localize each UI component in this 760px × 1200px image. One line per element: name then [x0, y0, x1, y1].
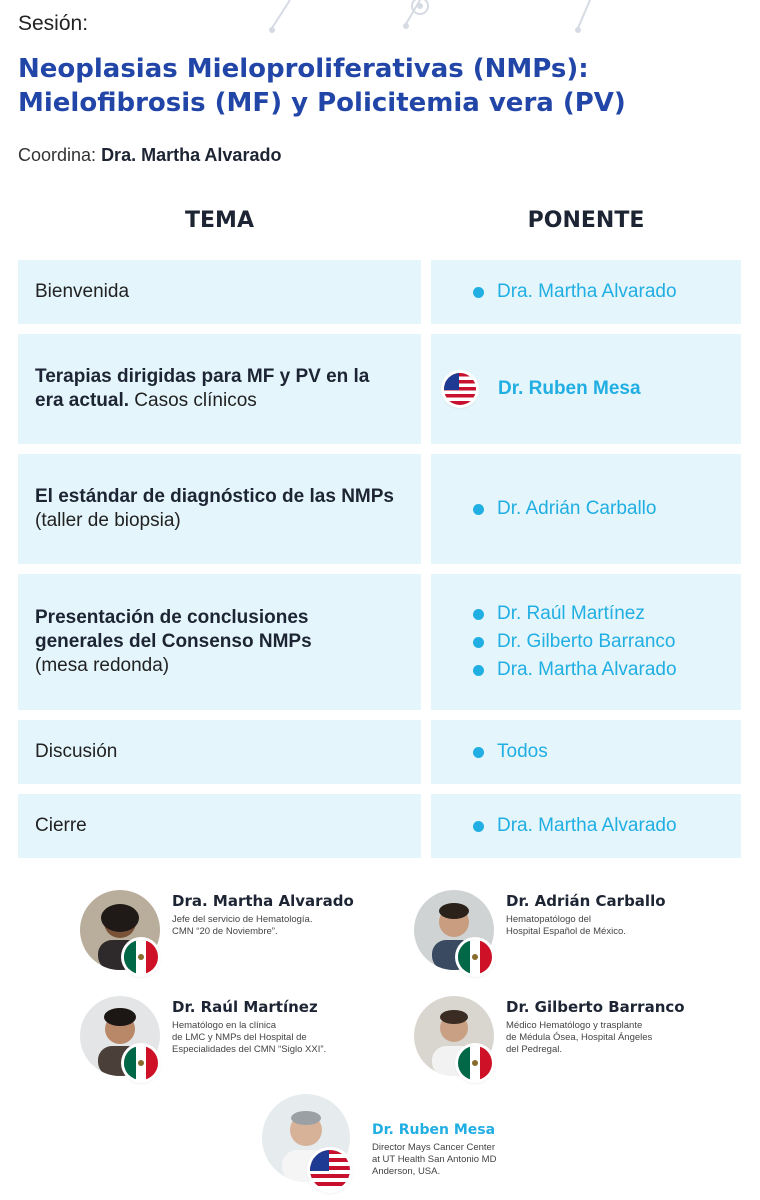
speaker-name: Dr. Gilberto Barranco [506, 998, 685, 1016]
speaker-description: Hematólogo en la clínica de LMC y NMPs del Hospital de Especialidades del CMN “Siglo XXI”. [172, 1020, 327, 1055]
speaker-item: Dr. Raúl Martínez [473, 600, 677, 628]
speaker-cell-cierre [431, 794, 741, 858]
topic-cell-bienvenida [18, 260, 421, 324]
speaker-name: Dr. Ruben Mesa [372, 1122, 496, 1138]
topic-cell-cierre [18, 794, 421, 858]
topic-cell-discusion [18, 720, 421, 784]
mexico-flag-icon [458, 1046, 492, 1080]
decorative-network-lines [260, 0, 640, 40]
title-line-1: Neoplasias Mieloproliferativas (NMPs): [18, 54, 589, 84]
topic-text: Terapias dirigidas para MF y PV en la era actual. Casos clínicos [35, 366, 370, 411]
usa-flag-icon [310, 1150, 350, 1190]
speaker-description: Hematopatólogo del Hospital Español de México. [506, 914, 626, 937]
speaker-cell-diagnostico [431, 454, 741, 564]
speaker-bio-carballo [414, 890, 734, 980]
speaker-item: Dr. Adrián Carballo [473, 495, 656, 523]
speaker-cell-conclusiones [431, 574, 741, 710]
speaker-item: Dr. Gilberto Barranco [473, 628, 677, 656]
speaker-bio-martinez [80, 996, 380, 1086]
speaker-name: Dra. Martha Alvarado [172, 892, 354, 910]
topic-cell-diagnostico [18, 454, 421, 564]
speaker-item: Dr. Ruben Mesa [498, 378, 641, 399]
speaker-item: Dra. Martha Alvarado [473, 812, 677, 840]
speaker-bio-barranco [414, 996, 734, 1086]
speaker-description: Médico Hematólogo y trasplante de Médula Ósea, Hospital Ángeles del Pedregal. [506, 1020, 653, 1055]
topic-cell-conclusiones [18, 574, 421, 710]
coordinator-name: Dra. Martha Alvarado [101, 145, 282, 165]
speaker-item: Todos [473, 738, 548, 766]
speaker-cell-terapias [431, 334, 741, 444]
topic-text: Discusión [35, 741, 118, 762]
speaker-cell-bienvenida [431, 260, 741, 324]
coordinator-label: Coordina: [18, 145, 97, 165]
topic-text: El estándar de diagnóstico de las NMPs (taller de biopsia) [35, 486, 394, 531]
topic-text: Presentación de conclusiones generales del Consenso NMPs (mesa redonda) [35, 607, 312, 676]
coordinator [18, 145, 281, 166]
topic-cell-terapias [18, 334, 421, 444]
topic-text: Cierre [35, 815, 87, 836]
column-header-speaker: PONENTE [527, 208, 645, 233]
speaker-bio-mesa [262, 1094, 562, 1194]
mexico-flag-icon [124, 1046, 158, 1080]
topic-text: Bienvenida [35, 281, 130, 302]
mexico-flag-icon [124, 940, 158, 974]
mexico-flag-icon [458, 940, 492, 974]
speaker-name: Dr. Raúl Martínez [172, 998, 318, 1016]
page-title [18, 52, 738, 120]
speaker-item: Dra. Martha Alvarado [473, 278, 677, 306]
speaker-name: Dr. Adrián Carballo [506, 892, 666, 910]
session-label: Sesión: [18, 12, 89, 35]
speaker-description: Director Mays Cancer Center at UT Health San Antonio MD Anderson, USA. [372, 1142, 497, 1177]
speaker-cell-discusion [431, 720, 741, 784]
title-line-2: Mielofibrosis (MF) y Policitemia vera (PV) [18, 88, 626, 118]
speaker-item: Dra. Martha Alvarado [473, 656, 677, 684]
speaker-bio-alvarado [80, 890, 380, 980]
column-header-topic: TEMA [185, 208, 254, 233]
usa-flag-icon [444, 373, 476, 405]
speaker-description: Jefe del servicio de Hematología. CMN “20 de Noviembre”. [172, 914, 313, 937]
